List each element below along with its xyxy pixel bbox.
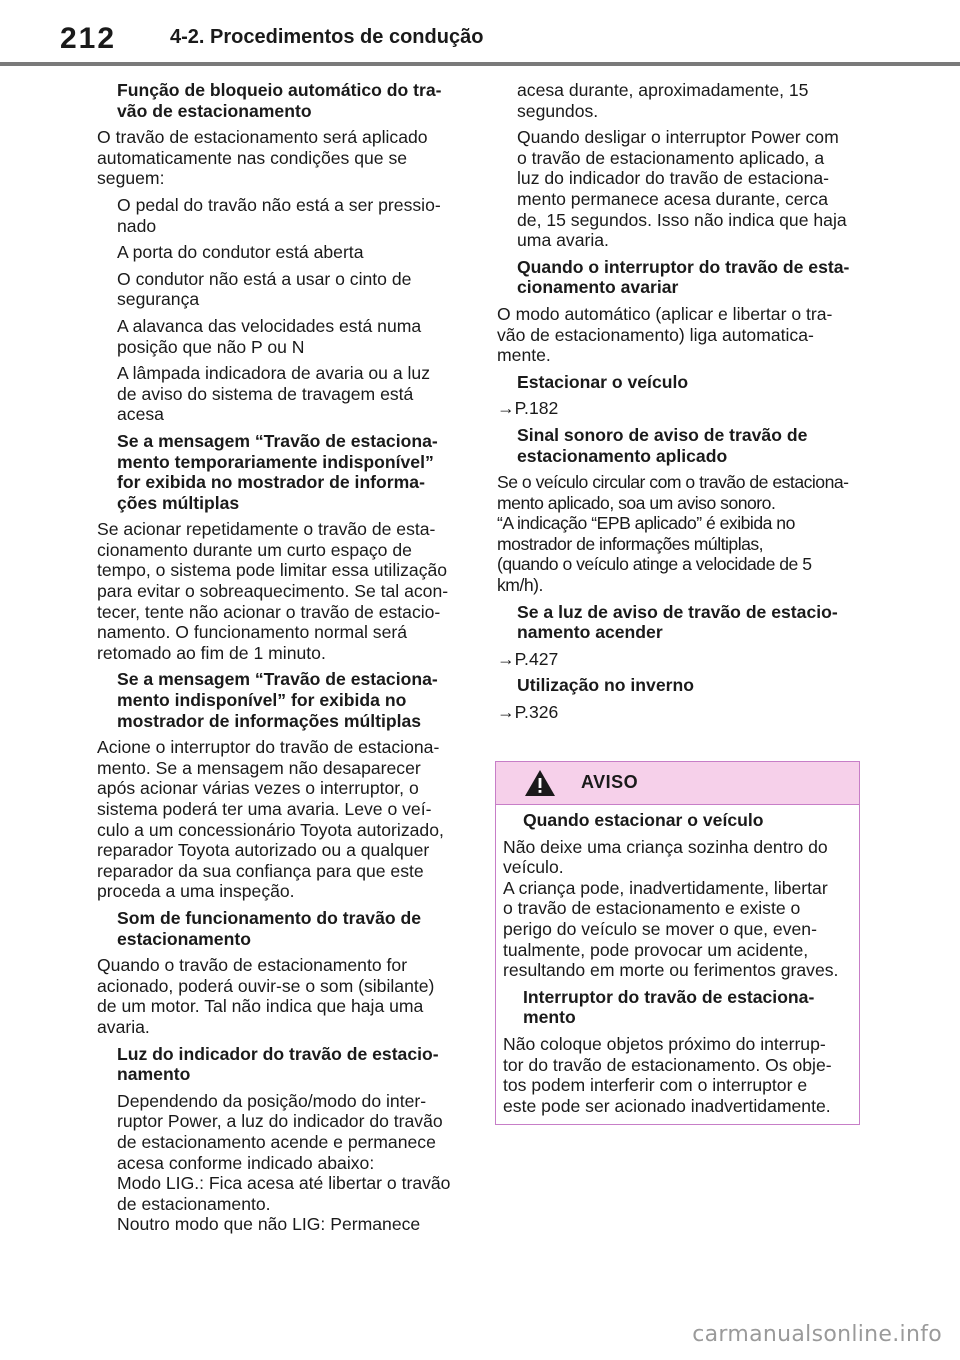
paragraph-indicator-continued: acesa durante, aproximadamente, 15 segundos. <box>517 80 809 121</box>
warning-subheading-parking: Quando estacionar o veículo <box>523 810 764 830</box>
left-column <box>97 80 465 1241</box>
subheading-warning-buzzer: Sinal sonoro de aviso de travão de estacionamento aplicado <box>517 424 808 466</box>
reference-link-p427[interactable]: →P.427 <box>497 648 559 669</box>
warning-subheading-switch: Interruptor do travão de estaciona- mento <box>523 986 815 1028</box>
subheading-winter-use: Utilização no inverno <box>517 675 694 696</box>
paragraph-warning-buzzer: Se o veículo circular com o travão de estaciona- mento aplicado, soa um aviso sonoro. “A indicação “EPB aplicado” é exibida no mostrador de informações múltiplas, (quando o veículo atinge a velocidade de 5 km/h). <box>497 472 849 596</box>
section-title: 4-2. Procedimentos de condução <box>170 26 484 48</box>
warning-box <box>495 761 860 1125</box>
subheading-warning-light: Se a luz de aviso de travão de estacio- namento acender <box>517 601 838 643</box>
warning-text-objects: Não coloque objetos próximo do interrup- tor do travão de estacionamento. Os obje- tos podem interferir com o interruptor e este pode ser acionado inadvertidamente. <box>503 1033 832 1116</box>
list-item-shift-lever: A alavanca das velocidades está numa posição que não P ou N <box>117 315 422 357</box>
warning-text-child: Não deixe uma criança sozinha dentro do veículo. A criança pode, inadvertidamente, libertar o travão de estacionamento e existe o perigo do veículo se mover o que, even- tualmente, pode provocar um acidente, resultando em morte ou ferimentos graves. <box>503 836 839 981</box>
paragraph-unavailable: Acione o interruptor do travão de estaciona- mento. Se a mensagem não desaparecer após acionar várias vezes o interruptor, o sistema poderá ter uma avaria. Leve o veí- culo a um concessionário Toyota autorizado, reparador Toyota autorizado ou a qualquer reparador da sua confiança para que este proceda a uma inspeção. <box>97 737 444 902</box>
subheading-unavailable: Se a mensagem “Travão de estaciona- mento indisponível” for exibida no mostrador de informações múltiplas <box>117 669 438 731</box>
subheading-indicator-light: Luz do indicador do travão de estacio- namento <box>117 1043 439 1085</box>
subheading-auto-lock: Função de bloqueio automático do tra- vão de estacionamento <box>117 80 442 121</box>
paragraph-switch-malfunction: O modo automático (aplicar e libertar o tra- vão de estacionamento) liga automatica- mente. <box>497 303 833 366</box>
reference-link-p326[interactable]: →P.326 <box>497 702 559 723</box>
page-number: 212 <box>60 22 117 55</box>
paragraph-power-off: Quando desligar o interruptor Power com o travão de estacionamento aplicado, a luz do indicador do travão de estaciona- mento permanece acesa durante, cerca de, 15 segundos. Isso não indica que haja uma avaria. <box>517 127 847 251</box>
header-rule <box>0 62 960 66</box>
page-header <box>0 0 960 66</box>
paragraph-overheat: Se acionar repetidamente o travão de esta- cionamento durante um curto espaço de tempo, o sistema pode limitar essa utilização para evitar o sobreaquecimento. Se tal acon- tecer, tente não acionar o travão de estacio- namento. O funcionamento normal será retomado ao fim de 1 minuto. <box>97 519 449 663</box>
warning-triangle-icon <box>524 769 556 797</box>
right-column <box>497 80 865 729</box>
subheading-parking: Estacionar o veículo <box>517 371 689 392</box>
subheading-temporarily-unavailable: Se a mensagem “Travão de estaciona- mento temporariamente indisponível” for exibida no mostrador de informa- ções múltiplas <box>117 430 438 513</box>
subheading-switch-malfunction: Quando o interruptor do travão de esta- cionamento avariar <box>517 256 850 298</box>
warning-body <box>496 805 859 1116</box>
list-item-driver-door: A porta do condutor está aberta <box>117 242 364 263</box>
list-item-brake-pedal: O pedal do travão não está a ser pressio- nado <box>117 194 441 236</box>
subheading-operation-sound: Som de funcionamento do travão de estacionamento <box>117 907 422 949</box>
list-item-warning-lamp: A lâmpada indicadora de avaria ou a luz de aviso do sistema de travagem está acesa <box>117 363 430 425</box>
warning-title: AVISO <box>581 772 639 792</box>
reference-link-p182[interactable]: →P.182 <box>497 398 559 419</box>
paragraph-indicator-light: Dependendo da posição/modo do inter- ruptor Power, a luz do indicador do travão de estacionamento acende e permanece acesa conforme indicado abaixo: Modo LIG.: Fica acesa até libertar o travão de estacionamento. Noutro modo que não LIG: Permanece <box>117 1090 451 1235</box>
list-item-seat-belt: O condutor não está a usar o cinto de segurança <box>117 268 412 310</box>
warning-header <box>496 762 859 805</box>
paragraph-auto-lock-intro: O travão de estacionamento será aplicado automaticamente nas condições que se seguem: <box>97 127 428 189</box>
paragraph-operation-sound: Quando o travão de estacionamento for acionado, poderá ouvir-se o som (sibilante) de um motor. Tal não indica que haja uma avaria. <box>97 955 435 1037</box>
watermark: carmanualsonline.info <box>692 1322 942 1347</box>
